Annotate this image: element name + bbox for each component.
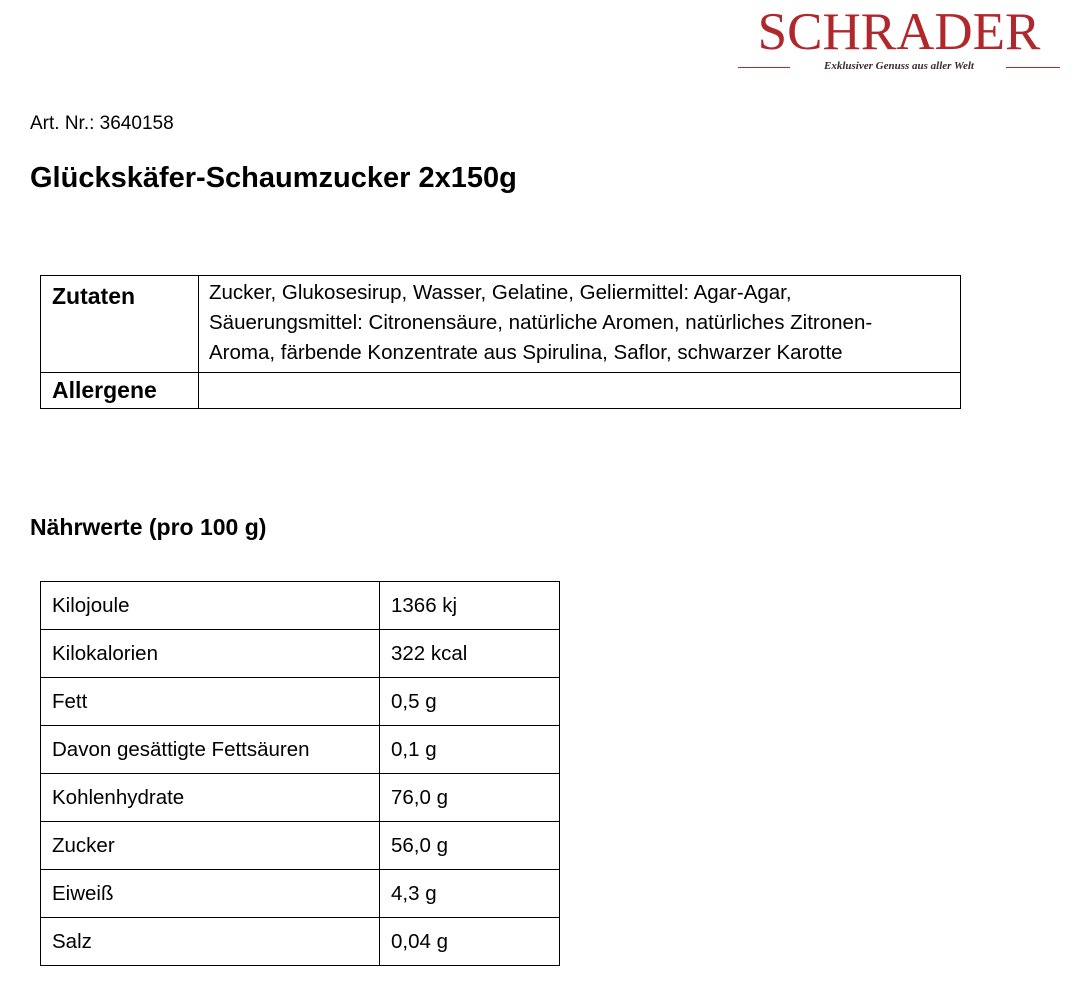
nutrient-label: Kilojoule: [41, 582, 380, 630]
ingredients-line: Säuerungsmittel: Citronensäure, natürliche Aromen, natürliches Zitronen-: [209, 311, 873, 334]
nutrient-label: Davon gesättigte Fettsäuren: [41, 726, 380, 774]
article-number: Art. Nr.: 3640158: [30, 113, 174, 134]
nutrient-value: 4,3 g: [380, 870, 560, 918]
nutrition-row: [41, 870, 560, 918]
brand-tagline: Exklusiver Genuss aus aller Welt: [824, 60, 974, 72]
nutrition-row: [41, 726, 560, 774]
nutrient-label: Fett: [41, 678, 380, 726]
nutrient-value: 76,0 g: [380, 774, 560, 822]
ingredients-row: [41, 276, 961, 373]
brand-name: SCHRADER: [757, 3, 1041, 61]
nutrient-value: 1366 kj: [380, 582, 560, 630]
nutrient-value: 322 kcal: [380, 630, 560, 678]
logo-rule-left: [738, 67, 790, 68]
logo-rule-right: [1006, 67, 1060, 68]
ingredients-table: [40, 275, 961, 409]
nutrient-label: Kohlenhydrate: [41, 774, 380, 822]
brand-logo: [738, 4, 1060, 74]
nutrient-label: Eiweiß: [41, 870, 380, 918]
product-title: Glückskäfer-Schaumzucker 2x150g: [30, 162, 517, 194]
nutrition-row: [41, 774, 560, 822]
ingredients-line: Aroma, färbende Konzentrate aus Spirulina, Saflor, schwarzer Karotte: [209, 341, 843, 364]
nutrient-value: 0,1 g: [380, 726, 560, 774]
ingredients-line: Zucker, Glukosesirup, Wasser, Gelatine, Geliermittel: Agar-Agar,: [209, 281, 792, 304]
nutrition-row: [41, 582, 560, 630]
nutrient-label: Salz: [41, 918, 380, 966]
nutrient-value: 56,0 g: [380, 822, 560, 870]
ingredients-value: [199, 276, 961, 373]
nutrient-label: Zucker: [41, 822, 380, 870]
nutrition-row: [41, 918, 560, 966]
allergens-value: [199, 373, 961, 409]
ingredients-label: Zutaten: [41, 276, 199, 373]
nutrient-value: 0,04 g: [380, 918, 560, 966]
allergens-row: [41, 373, 961, 409]
nutrient-value: 0,5 g: [380, 678, 560, 726]
nutrition-table: [40, 581, 560, 966]
nutrition-row: [41, 678, 560, 726]
allergens-label: Allergene: [41, 373, 199, 409]
nutrition-heading: Nährwerte (pro 100 g): [30, 514, 267, 540]
nutrition-row: [41, 822, 560, 870]
nutrient-label: Kilokalorien: [41, 630, 380, 678]
nutrition-row: [41, 630, 560, 678]
